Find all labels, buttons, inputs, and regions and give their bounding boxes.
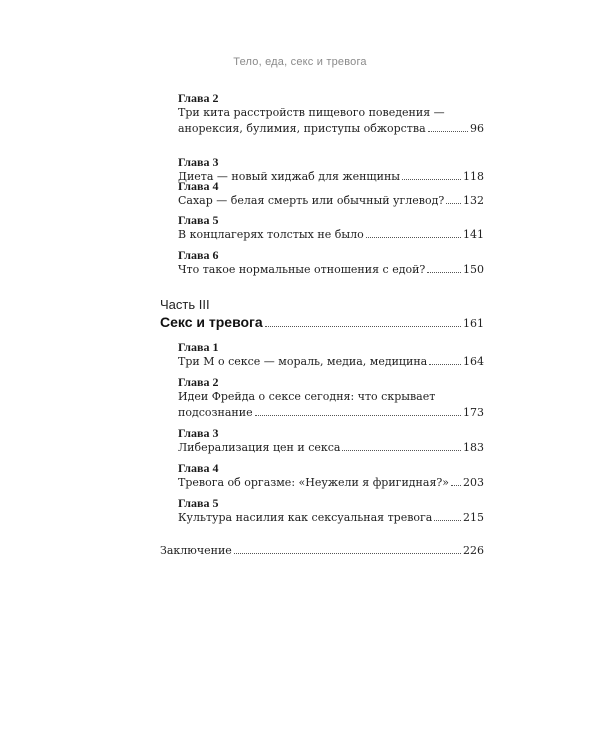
chapter-title: Три М о сексе — мораль, медиа, медицина	[178, 355, 428, 368]
dot-leader	[342, 450, 461, 451]
chapter-label: Глава 2	[178, 375, 219, 389]
toc-entry	[178, 193, 484, 209]
toc-entry	[178, 262, 484, 278]
toc-entry	[178, 440, 484, 456]
dot-leader	[265, 326, 461, 327]
chapter-title: подсознание	[178, 406, 253, 419]
chapter-title: Диета — новый хиджаб для женщины	[178, 170, 401, 183]
running-head: Тело, еда, секс и тревога	[233, 56, 367, 68]
toc-part3-chapter-1[interactable]	[178, 340, 484, 370]
dot-leader	[428, 131, 468, 132]
page-number: 96	[470, 122, 484, 135]
part-title: Секс и тревога	[160, 314, 263, 330]
dot-leader	[255, 415, 461, 416]
dot-leader	[446, 203, 461, 204]
toc-entry	[178, 405, 484, 421]
dot-leader	[366, 237, 461, 238]
toc-entry	[178, 510, 484, 526]
toc-chapter-4[interactable]	[178, 179, 484, 209]
chapter-label: Глава 4	[178, 461, 219, 475]
page-number: 132	[463, 194, 484, 207]
page-number: 215	[463, 511, 484, 524]
part-label: Часть III	[160, 297, 210, 312]
page-number: 118	[463, 170, 484, 183]
toc-part3-chapter-2[interactable]	[178, 375, 484, 421]
chapter-title: Либерализация цен и секса	[178, 441, 341, 454]
page-number: 161	[463, 317, 484, 330]
chapter-title-line: Три кита расстройств пищевого поведения —	[178, 106, 445, 119]
page-number: 183	[463, 441, 484, 454]
toc-chapter-5[interactable]	[178, 213, 484, 243]
chapter-label: Глава 6	[178, 248, 219, 262]
dot-leader	[234, 553, 461, 554]
chapter-label: Глава 3	[178, 426, 219, 440]
toc-part-3[interactable]	[160, 297, 484, 331]
chapter-title: Что такое нормальные отношения с едой?	[178, 263, 426, 276]
toc-entry	[178, 354, 484, 370]
chapter-label: Глава 1	[178, 340, 219, 354]
chapter-title: Культура насилия как сексуальная тревога	[178, 511, 433, 524]
page-number: 150	[463, 263, 484, 276]
dot-leader	[434, 520, 461, 521]
toc-part3-chapter-3[interactable]	[178, 426, 484, 456]
conclusion-title: Заключение	[160, 544, 232, 557]
chapter-title: Сахар — белая смерть или обычный углевод?	[178, 194, 445, 207]
chapter-label: Глава 5	[178, 213, 219, 227]
chapter-label: Глава 4	[178, 179, 219, 193]
chapter-label: Глава 3	[178, 155, 219, 169]
page-number: 164	[463, 355, 484, 368]
chapter-title-line: Идеи Фрейда о сексе сегодня: что скрывает	[178, 390, 436, 403]
chapter-label: Глава 5	[178, 496, 219, 510]
toc-conclusion[interactable]	[160, 543, 484, 559]
chapter-label: Глава 2	[178, 91, 219, 105]
toc-chapter-2[interactable]	[178, 91, 484, 137]
toc-part3-chapter-5[interactable]	[178, 496, 484, 526]
page-number: 173	[463, 406, 484, 419]
dot-leader	[451, 485, 461, 486]
toc-entry	[178, 227, 484, 243]
toc-entry	[160, 543, 484, 559]
toc-entry	[160, 313, 484, 331]
chapter-title: Тревога об оргазме: «Неужели я фригидная?»	[178, 476, 450, 489]
page-number: 226	[463, 544, 484, 557]
dot-leader	[427, 272, 461, 273]
chapter-title: В концлагерях толстых не было	[178, 228, 364, 241]
page-number: 141	[463, 228, 484, 241]
dot-leader	[429, 364, 461, 365]
chapter-title: анорексия, булимия, приступы обжорства	[178, 122, 426, 135]
toc-part3-chapter-4[interactable]	[178, 461, 484, 491]
toc-chapter-6[interactable]	[178, 248, 484, 278]
toc-entry	[178, 475, 484, 491]
page-number: 203	[463, 476, 484, 489]
toc-entry	[178, 121, 484, 137]
